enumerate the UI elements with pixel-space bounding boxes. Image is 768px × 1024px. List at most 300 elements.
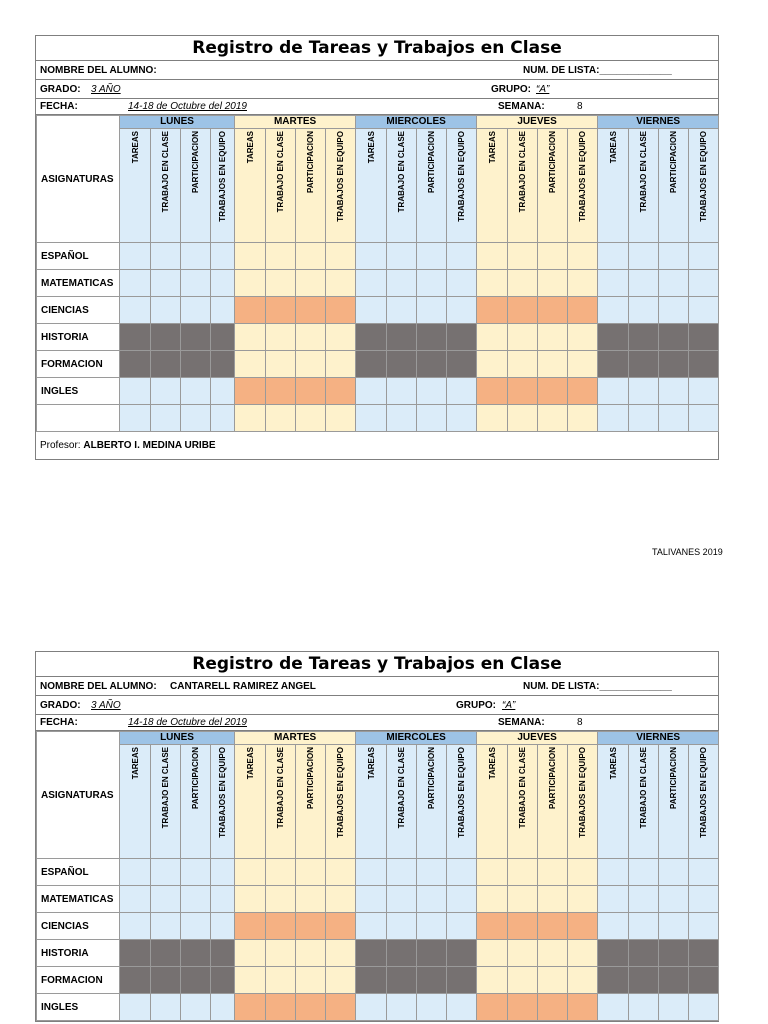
grade-cell[interactable] bbox=[659, 913, 689, 940]
grade-cell[interactable] bbox=[568, 940, 598, 967]
grade-cell[interactable] bbox=[326, 940, 356, 967]
grade-cell[interactable] bbox=[689, 351, 719, 378]
grade-cell[interactable] bbox=[447, 994, 477, 1021]
grade-cell[interactable] bbox=[296, 324, 326, 351]
grade-cell[interactable] bbox=[447, 378, 477, 405]
grade-cell[interactable] bbox=[181, 351, 211, 378]
grade-cell[interactable] bbox=[211, 405, 235, 432]
grade-cell[interactable] bbox=[356, 859, 387, 886]
grade-cell[interactable] bbox=[387, 859, 417, 886]
grade-cell[interactable] bbox=[689, 994, 719, 1021]
grade-cell[interactable] bbox=[659, 351, 689, 378]
teacher-label: Profesor: bbox=[40, 440, 81, 451]
grade-cell[interactable] bbox=[508, 405, 538, 432]
grade-cell[interactable] bbox=[296, 913, 326, 940]
grade-cell[interactable] bbox=[568, 405, 598, 432]
grade-cell[interactable] bbox=[151, 967, 181, 994]
grade-cell[interactable] bbox=[181, 378, 211, 405]
grade-cell[interactable] bbox=[538, 270, 568, 297]
grade-cell[interactable] bbox=[151, 351, 181, 378]
grade-cell[interactable] bbox=[235, 243, 266, 270]
grade-cell[interactable] bbox=[235, 297, 266, 324]
grade-cell[interactable] bbox=[477, 351, 508, 378]
grade-cell[interactable] bbox=[477, 913, 508, 940]
student-name-label: NOMBRE DEL ALUMNO: bbox=[40, 64, 157, 76]
column-label: TRABAJOS EN EQUIPO bbox=[699, 747, 709, 838]
grade-cell[interactable] bbox=[477, 405, 508, 432]
grade-cell[interactable] bbox=[598, 270, 629, 297]
grade-cell[interactable] bbox=[296, 243, 326, 270]
grade-cell[interactable] bbox=[538, 913, 568, 940]
grade-cell[interactable] bbox=[629, 994, 659, 1021]
grade-cell[interactable] bbox=[356, 405, 387, 432]
grade-cell[interactable] bbox=[629, 940, 659, 967]
grade-cell[interactable] bbox=[659, 270, 689, 297]
grade-row bbox=[36, 80, 718, 99]
grade-cell[interactable] bbox=[120, 940, 151, 967]
subject-label: HISTORIA bbox=[37, 324, 120, 351]
grade-cell[interactable] bbox=[120, 967, 151, 994]
grade-cell[interactable] bbox=[211, 886, 235, 913]
grade-cell[interactable] bbox=[447, 913, 477, 940]
grade-cell[interactable] bbox=[326, 351, 356, 378]
column-label: PARTICIPACION bbox=[427, 131, 437, 193]
column-label: TAREAS bbox=[245, 747, 255, 780]
column-label: TRABAJO EN CLASE bbox=[397, 131, 407, 213]
grade-cell[interactable] bbox=[447, 886, 477, 913]
grade-cell[interactable] bbox=[235, 405, 266, 432]
grade-cell[interactable] bbox=[296, 405, 326, 432]
grade-cell[interactable] bbox=[356, 967, 387, 994]
grade-cell[interactable] bbox=[598, 913, 629, 940]
grade-cell[interactable] bbox=[447, 405, 477, 432]
grade-cell[interactable] bbox=[211, 270, 235, 297]
grade-cell[interactable] bbox=[387, 405, 417, 432]
grade-cell[interactable] bbox=[659, 297, 689, 324]
grade-cell[interactable] bbox=[266, 324, 296, 351]
date-value: 14-18 de Octubre del 2019 bbox=[128, 101, 247, 112]
grade-cell[interactable] bbox=[417, 994, 447, 1021]
group-label: GRUPO: bbox=[456, 699, 496, 711]
grade-cell[interactable] bbox=[356, 940, 387, 967]
column-label: TRABAJO EN CLASE bbox=[161, 131, 170, 213]
student-name-row bbox=[36, 677, 718, 696]
grade-cell[interactable] bbox=[417, 967, 447, 994]
grade-cell[interactable] bbox=[508, 859, 538, 886]
grade-cell[interactable] bbox=[598, 886, 629, 913]
grade-cell[interactable] bbox=[598, 940, 629, 967]
column-label: TRABAJOS EN EQUIPO bbox=[699, 131, 709, 222]
column-header bbox=[151, 745, 181, 859]
grade-cell[interactable] bbox=[356, 297, 387, 324]
grade-cell[interactable] bbox=[181, 994, 211, 1021]
grade-cell[interactable] bbox=[151, 913, 181, 940]
grade-cell[interactable] bbox=[508, 270, 538, 297]
column-header bbox=[326, 745, 356, 859]
grade-cell[interactable] bbox=[181, 886, 211, 913]
grade-cell[interactable] bbox=[266, 967, 296, 994]
grade-cell[interactable] bbox=[211, 913, 235, 940]
grade-cell[interactable] bbox=[356, 270, 387, 297]
grade-cell[interactable] bbox=[598, 859, 629, 886]
grade-cell[interactable] bbox=[689, 243, 719, 270]
grade-cell[interactable] bbox=[326, 297, 356, 324]
grade-cell[interactable] bbox=[211, 378, 235, 405]
grade-cell[interactable] bbox=[417, 940, 447, 967]
grade-cell[interactable] bbox=[538, 243, 568, 270]
grade-cell[interactable] bbox=[211, 243, 235, 270]
grade-cell[interactable] bbox=[477, 886, 508, 913]
date-label: FECHA: bbox=[40, 101, 78, 112]
grade-cell[interactable] bbox=[326, 994, 356, 1021]
grade-cell[interactable] bbox=[447, 270, 477, 297]
grade-cell[interactable] bbox=[629, 967, 659, 994]
grade-cell[interactable] bbox=[296, 859, 326, 886]
grade-cell[interactable] bbox=[211, 351, 235, 378]
grade-cell[interactable] bbox=[629, 913, 659, 940]
grade-cell[interactable] bbox=[120, 243, 151, 270]
grade-value: 3 AÑO bbox=[91, 699, 121, 711]
grade-cell[interactable] bbox=[508, 994, 538, 1021]
grade-cell[interactable] bbox=[659, 967, 689, 994]
grade-cell[interactable] bbox=[181, 297, 211, 324]
grade-cell[interactable] bbox=[477, 378, 508, 405]
grade-cell[interactable] bbox=[417, 886, 447, 913]
grade-cell[interactable] bbox=[477, 994, 508, 1021]
grade-cell[interactable] bbox=[151, 378, 181, 405]
subject-label bbox=[37, 405, 120, 432]
table-row bbox=[37, 886, 719, 913]
grade-cell[interactable] bbox=[326, 967, 356, 994]
grade-cell[interactable] bbox=[568, 378, 598, 405]
grade-cell[interactable] bbox=[568, 967, 598, 994]
grade-cell[interactable] bbox=[689, 297, 719, 324]
grade-cell[interactable] bbox=[689, 940, 719, 967]
grade-cell[interactable] bbox=[568, 886, 598, 913]
form-title: Registro de Tareas y Trabajos en Clase bbox=[36, 652, 718, 677]
grade-cell[interactable] bbox=[689, 967, 719, 994]
grade-cell[interactable] bbox=[477, 940, 508, 967]
grade-cell[interactable] bbox=[266, 859, 296, 886]
grade-cell[interactable] bbox=[235, 324, 266, 351]
grade-cell[interactable] bbox=[326, 859, 356, 886]
grade-cell[interactable] bbox=[326, 913, 356, 940]
grade-cell[interactable] bbox=[447, 351, 477, 378]
grade-cell[interactable] bbox=[659, 378, 689, 405]
grade-cell[interactable] bbox=[151, 859, 181, 886]
grade-cell[interactable] bbox=[568, 351, 598, 378]
grade-cell[interactable] bbox=[181, 940, 211, 967]
grade-cell[interactable] bbox=[235, 886, 266, 913]
column-label: PARTICIPACION bbox=[669, 747, 679, 809]
table-row bbox=[37, 913, 719, 940]
grade-cell[interactable] bbox=[181, 967, 211, 994]
grade-cell[interactable] bbox=[538, 859, 568, 886]
grade-cell[interactable] bbox=[120, 270, 151, 297]
grade-cell[interactable] bbox=[689, 270, 719, 297]
grade-cell[interactable] bbox=[181, 913, 211, 940]
grade-cell[interactable] bbox=[538, 405, 568, 432]
grade-cell[interactable] bbox=[387, 270, 417, 297]
grade-cell[interactable] bbox=[235, 940, 266, 967]
grade-cell[interactable] bbox=[181, 270, 211, 297]
grade-cell[interactable] bbox=[508, 297, 538, 324]
grade-cell[interactable] bbox=[447, 967, 477, 994]
grade-cell[interactable] bbox=[296, 967, 326, 994]
grade-cell[interactable] bbox=[387, 324, 417, 351]
grade-cell[interactable] bbox=[508, 913, 538, 940]
grade-cell[interactable] bbox=[235, 351, 266, 378]
column-label: PARTICIPACION bbox=[191, 131, 200, 193]
grade-cell[interactable] bbox=[211, 859, 235, 886]
grade-cell[interactable] bbox=[508, 886, 538, 913]
grade-cell[interactable] bbox=[120, 994, 151, 1021]
grade-cell[interactable] bbox=[629, 324, 659, 351]
grade-cell[interactable] bbox=[477, 324, 508, 351]
grade-cell[interactable] bbox=[356, 243, 387, 270]
grade-cell[interactable] bbox=[266, 351, 296, 378]
grade-cell[interactable] bbox=[120, 886, 151, 913]
grade-cell[interactable] bbox=[356, 886, 387, 913]
grade-cell[interactable] bbox=[296, 994, 326, 1021]
grade-cell[interactable] bbox=[598, 994, 629, 1021]
column-label: TRABAJO EN CLASE bbox=[276, 747, 286, 829]
grade-cell[interactable] bbox=[266, 913, 296, 940]
grade-cell[interactable] bbox=[568, 297, 598, 324]
column-label: TRABAJOS EN EQUIPO bbox=[218, 131, 228, 222]
grade-cell[interactable] bbox=[568, 243, 598, 270]
grade-cell[interactable] bbox=[326, 243, 356, 270]
grade-cell[interactable] bbox=[538, 940, 568, 967]
grade-cell[interactable] bbox=[659, 859, 689, 886]
grades-table bbox=[36, 731, 718, 1021]
grade-cell[interactable] bbox=[120, 351, 151, 378]
grade-cell[interactable] bbox=[356, 351, 387, 378]
grade-cell[interactable] bbox=[387, 994, 417, 1021]
column-label: TRABAJOS EN EQUIPO bbox=[457, 131, 467, 222]
column-label: TAREAS bbox=[245, 131, 255, 164]
grade-cell[interactable] bbox=[326, 886, 356, 913]
grade-cell[interactable] bbox=[568, 270, 598, 297]
grade-cell[interactable] bbox=[356, 913, 387, 940]
grade-cell[interactable] bbox=[417, 324, 447, 351]
grade-cell[interactable] bbox=[508, 940, 538, 967]
subject-label: CIENCIAS bbox=[37, 913, 120, 940]
column-label: TRABAJO EN CLASE bbox=[276, 131, 286, 213]
grade-cell[interactable] bbox=[689, 324, 719, 351]
grade-cell[interactable] bbox=[629, 351, 659, 378]
grade-cell[interactable] bbox=[120, 913, 151, 940]
grade-row bbox=[36, 696, 718, 715]
grade-cell[interactable] bbox=[235, 913, 266, 940]
grade-cell[interactable] bbox=[477, 297, 508, 324]
grade-cell[interactable] bbox=[387, 886, 417, 913]
grade-cell[interactable] bbox=[326, 324, 356, 351]
grade-cell[interactable] bbox=[538, 886, 568, 913]
grade-cell[interactable] bbox=[211, 967, 235, 994]
column-header bbox=[211, 129, 235, 243]
grade-cell[interactable] bbox=[296, 297, 326, 324]
grade-cell[interactable] bbox=[447, 243, 477, 270]
grade-cell[interactable] bbox=[417, 859, 447, 886]
grade-cell[interactable] bbox=[417, 405, 447, 432]
grade-cell[interactable] bbox=[356, 994, 387, 1021]
grade-cell[interactable] bbox=[211, 940, 235, 967]
grade-cell[interactable] bbox=[151, 270, 181, 297]
grade-cell[interactable] bbox=[689, 405, 719, 432]
grade-cell[interactable] bbox=[538, 351, 568, 378]
grade-cell[interactable] bbox=[629, 243, 659, 270]
grade-cell[interactable] bbox=[417, 243, 447, 270]
grade-cell[interactable] bbox=[477, 859, 508, 886]
grade-cell[interactable] bbox=[568, 994, 598, 1021]
grade-cell[interactable] bbox=[598, 378, 629, 405]
grade-cell[interactable] bbox=[417, 270, 447, 297]
grade-cell[interactable] bbox=[629, 378, 659, 405]
grade-cell[interactable] bbox=[211, 994, 235, 1021]
grade-cell[interactable] bbox=[266, 940, 296, 967]
column-label: PARTICIPACION bbox=[669, 131, 679, 193]
grade-cell[interactable] bbox=[266, 243, 296, 270]
grade-cell[interactable] bbox=[120, 297, 151, 324]
grade-cell[interactable] bbox=[538, 994, 568, 1021]
grade-cell[interactable] bbox=[235, 967, 266, 994]
grade-cell[interactable] bbox=[387, 243, 417, 270]
grade-cell[interactable] bbox=[659, 243, 689, 270]
subject-label: INGLES bbox=[37, 994, 120, 1021]
grade-cell[interactable] bbox=[659, 886, 689, 913]
column-header bbox=[181, 745, 211, 859]
grade-cell[interactable] bbox=[689, 859, 719, 886]
group-value: “A” bbox=[536, 83, 550, 95]
grade-cell[interactable] bbox=[181, 243, 211, 270]
grade-cell[interactable] bbox=[356, 378, 387, 405]
grade-cell[interactable] bbox=[120, 324, 151, 351]
grade-cell[interactable] bbox=[568, 324, 598, 351]
grade-cell[interactable] bbox=[659, 940, 689, 967]
grade-cell[interactable] bbox=[568, 913, 598, 940]
grade-cell[interactable] bbox=[659, 994, 689, 1021]
grade-cell[interactable] bbox=[235, 859, 266, 886]
day-header-viernes: VIERNES bbox=[598, 732, 719, 745]
grade-cell[interactable] bbox=[508, 324, 538, 351]
grade-cell[interactable] bbox=[598, 351, 629, 378]
grade-cell[interactable] bbox=[266, 405, 296, 432]
grade-cell[interactable] bbox=[266, 378, 296, 405]
grade-cell[interactable] bbox=[266, 994, 296, 1021]
grade-cell[interactable] bbox=[235, 994, 266, 1021]
grade-cell[interactable] bbox=[659, 405, 689, 432]
grade-cell[interactable] bbox=[477, 243, 508, 270]
grade-cell[interactable] bbox=[296, 940, 326, 967]
grade-cell[interactable] bbox=[296, 351, 326, 378]
grade-cell[interactable] bbox=[508, 967, 538, 994]
grade-cell[interactable] bbox=[598, 967, 629, 994]
grade-cell[interactable] bbox=[296, 270, 326, 297]
grade-cell[interactable] bbox=[211, 324, 235, 351]
grade-cell[interactable] bbox=[689, 378, 719, 405]
grade-cell[interactable] bbox=[447, 940, 477, 967]
grade-cell[interactable] bbox=[151, 405, 181, 432]
grade-cell[interactable] bbox=[477, 967, 508, 994]
column-label: TRABAJO EN CLASE bbox=[518, 131, 528, 213]
grade-cell[interactable] bbox=[629, 859, 659, 886]
grade-cell[interactable] bbox=[417, 378, 447, 405]
grade-cell[interactable] bbox=[387, 297, 417, 324]
grade-cell[interactable] bbox=[266, 886, 296, 913]
grade-cell[interactable] bbox=[598, 405, 629, 432]
grade-cell[interactable] bbox=[151, 994, 181, 1021]
grade-cell[interactable] bbox=[538, 967, 568, 994]
grade-cell[interactable] bbox=[296, 886, 326, 913]
column-label: TAREAS bbox=[487, 131, 497, 164]
grade-cell[interactable] bbox=[326, 378, 356, 405]
grade-cell[interactable] bbox=[387, 967, 417, 994]
grade-cell[interactable] bbox=[181, 859, 211, 886]
grade-cell[interactable] bbox=[326, 270, 356, 297]
grade-cell[interactable] bbox=[296, 378, 326, 405]
grade-cell[interactable] bbox=[508, 351, 538, 378]
grade-cell[interactable] bbox=[538, 297, 568, 324]
grade-cell[interactable] bbox=[181, 405, 211, 432]
grade-cell[interactable] bbox=[598, 297, 629, 324]
grade-cell[interactable] bbox=[447, 324, 477, 351]
grade-cell[interactable] bbox=[568, 859, 598, 886]
grade-cell[interactable] bbox=[538, 378, 568, 405]
grade-cell[interactable] bbox=[387, 913, 417, 940]
grade-cell[interactable] bbox=[629, 405, 659, 432]
grade-cell[interactable] bbox=[508, 378, 538, 405]
grade-cell[interactable] bbox=[326, 405, 356, 432]
table-row bbox=[37, 297, 719, 324]
grade-cell[interactable] bbox=[689, 913, 719, 940]
grade-cell[interactable] bbox=[151, 243, 181, 270]
grade-cell[interactable] bbox=[120, 378, 151, 405]
grade-cell[interactable] bbox=[629, 270, 659, 297]
grade-cell[interactable] bbox=[151, 886, 181, 913]
grade-cell[interactable] bbox=[151, 940, 181, 967]
grade-cell[interactable] bbox=[659, 324, 689, 351]
grade-cell[interactable] bbox=[598, 324, 629, 351]
grade-cell[interactable] bbox=[538, 324, 568, 351]
grade-cell[interactable] bbox=[629, 297, 659, 324]
grade-cell[interactable] bbox=[387, 378, 417, 405]
grade-cell[interactable] bbox=[689, 886, 719, 913]
grade-cell[interactable] bbox=[211, 297, 235, 324]
grade-cell[interactable] bbox=[266, 270, 296, 297]
grade-cell[interactable] bbox=[235, 270, 266, 297]
grade-cell[interactable] bbox=[120, 405, 151, 432]
grade-cell[interactable] bbox=[508, 243, 538, 270]
grade-cell[interactable] bbox=[417, 297, 447, 324]
grade-cell[interactable] bbox=[417, 351, 447, 378]
grade-cell[interactable] bbox=[151, 324, 181, 351]
grade-cell[interactable] bbox=[387, 351, 417, 378]
grade-cell[interactable] bbox=[356, 324, 387, 351]
grade-cell[interactable] bbox=[417, 913, 447, 940]
grade-cell[interactable] bbox=[266, 297, 296, 324]
grade-cell[interactable] bbox=[447, 297, 477, 324]
grade-cell[interactable] bbox=[235, 378, 266, 405]
grade-cell[interactable] bbox=[181, 324, 211, 351]
grade-cell[interactable] bbox=[120, 859, 151, 886]
grade-cell[interactable] bbox=[598, 243, 629, 270]
grade-cell[interactable] bbox=[447, 859, 477, 886]
grade-cell[interactable] bbox=[477, 270, 508, 297]
grade-cell[interactable] bbox=[629, 886, 659, 913]
grade-cell[interactable] bbox=[387, 940, 417, 967]
grade-cell[interactable] bbox=[151, 297, 181, 324]
